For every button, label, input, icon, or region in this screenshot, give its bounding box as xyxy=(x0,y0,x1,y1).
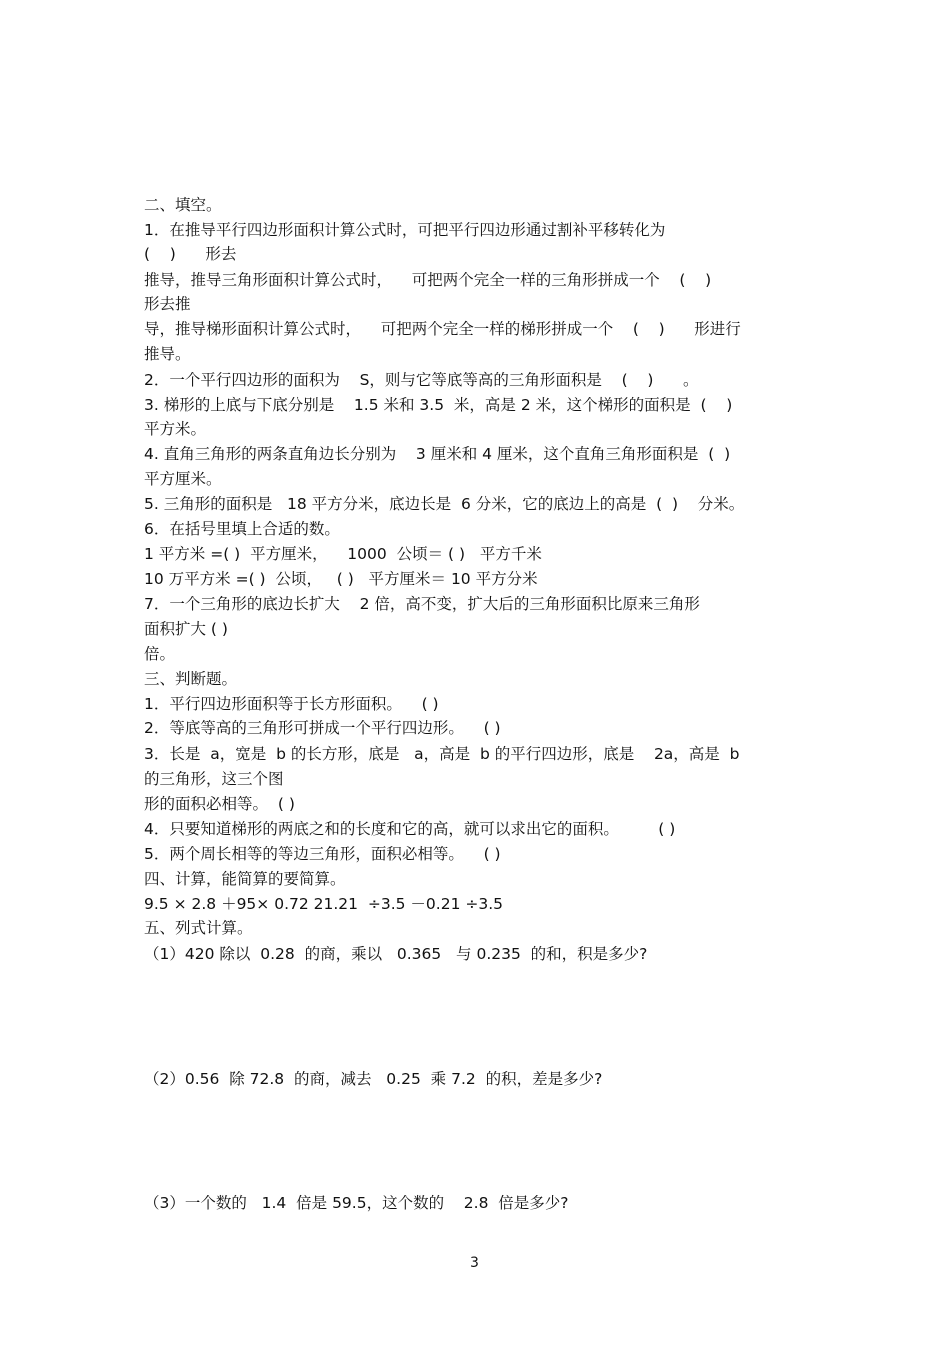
judgement-3-line-3: 形的面积必相等。 ( ) xyxy=(144,795,295,813)
question-1-line-3: 推导，推导三角形面积计算公式时， 可把两个完全一样的三角形拼成一个 ( ) xyxy=(144,271,712,289)
question-6: 6．在括号里填上合适的数。 xyxy=(144,520,340,538)
judgement-1: 1．平行四边形面积等于长方形面积。 ( ) xyxy=(144,695,439,713)
section-heading-true-false: 三、判断题。 xyxy=(144,670,238,688)
question-6-item-1: 1 平方米 =( ) 平方厘米， 1000 公顷＝ ( ) 平方千米 xyxy=(144,545,542,563)
question-6-item-2: 10 万平方米 =( ) 公顷， ( ) 平方厘米＝ 10 平方分米 xyxy=(144,570,538,588)
judgement-2: 2．等底等高的三角形可拼成一个平行四边形。 ( ) xyxy=(144,719,501,737)
section-heading-calculation: 四、计算，能简算的要简算。 xyxy=(144,870,346,888)
question-2: 2．一个平行四边形的面积为 S，则与它等底等高的三角形面积是 ( ) 。 xyxy=(144,371,699,389)
question-4-line-2: 平方厘米。 xyxy=(144,470,222,488)
calculation-expressions: 9.5 × 2.8 ＋95× 0.72 21.21 ÷3.5 －0.21 ÷3.5 xyxy=(144,895,504,913)
question-7-line-3: 倍。 xyxy=(144,645,176,663)
question-7-line-2: 面积扩大 ( ) xyxy=(144,620,228,638)
question-1-line-5: 导，推导梯形面积计算公式时， 可把两个完全一样的梯形拼成一个 ( ) 形进行 xyxy=(144,320,741,338)
question-1-line-4: 形去推 xyxy=(144,295,191,313)
question-3-line-2: 平方米。 xyxy=(144,420,207,438)
question-1-line-2: ( ) 形去 xyxy=(144,245,237,263)
question-4-line-1: 4. 直角三角形的两条直角边长分别为 3 厘米和 4 厘米，这个直角三角形面积是 ( ) xyxy=(144,445,731,463)
page-number: 3 xyxy=(470,1255,479,1271)
equation-question-1: （1）420 除以 0.28 的商，乘以 0.365 与 0.235 的和，积是多少? xyxy=(144,945,648,963)
equation-question-2: （2）0.56 除 72.8 的商，减去 0.25 乘 7.2 的积，差是多少? xyxy=(144,1070,603,1088)
section-heading-equations: 五、列式计算。 xyxy=(144,919,253,937)
question-1-line-6: 推导。 xyxy=(144,345,191,363)
equation-question-3: （3）一个数的 1.4 倍是 59.5，这个数的 2.8 倍是多少? xyxy=(144,1194,569,1212)
question-3-line-1: 3. 梯形的上底与下底分别是 1.5 米和 3.5 米，高是 2 米，这个梯形的面积是 ( ) xyxy=(144,396,733,414)
section-heading-fill-blank: 二、填空。 xyxy=(144,196,222,214)
judgement-3-line-1: 3．长是 a，宽是 b 的长方形，底是 a，高是 b 的平行四边形，底是 2a，高是 b xyxy=(144,745,740,763)
judgement-3-line-2: 的三角形，这三个图 xyxy=(144,770,284,788)
question-7-line-1: 7．一个三角形的底边长扩大 2 倍，高不变，扩大后的三角形面积比原来三角形 xyxy=(144,595,700,613)
question-1-line-1: 1．在推导平行四边形面积计算公式时，可把平行四边形通过割补平移转化为 xyxy=(144,221,666,239)
question-5: 5. 三角形的面积是 18 平方分米，底边长是 6 分米，它的底边上的高是 ( ) 分米。 xyxy=(144,495,745,513)
judgement-4: 4．只要知道梯形的两底之和的长度和它的高，就可以求出它的面积。 ( ) xyxy=(144,820,676,838)
judgement-5: 5．两个周长相等的等边三角形，面积必相等。 ( ) xyxy=(144,845,501,863)
